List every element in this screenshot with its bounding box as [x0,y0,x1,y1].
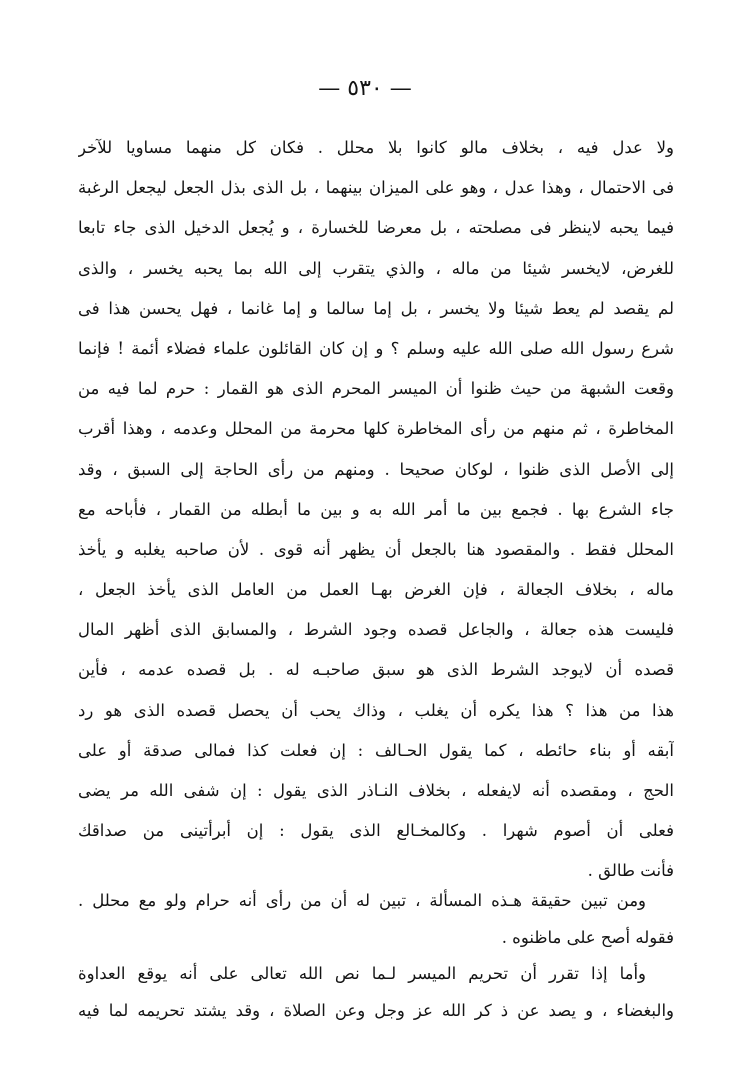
paragraph-1 [78,128,674,892]
text-line: شرع رسول الله صلى الله عليه وسلم ؟ و إن كان القائلون علماء فضلاء أئمة ! فإنما [78,338,674,358]
text-line: فقوله أصح على ماظنوه . [501,928,674,947]
text-line: فى الاحتمال ، وهذا عدل ، وهو على الميزان بينهما ، بل الذى بذل الجعل ليجعل الرغبة [78,178,674,198]
text-line: قصده أن لايوجد الشرط الذى هو سبق صاحبـه له . بل قصده عدمه ، فأين [78,660,674,680]
paragraph-2 [78,882,674,956]
text-line: فأنت طالق . [587,861,674,881]
text-line: جاء الشرع بها . فجمع بين ما أمر الله به و بين ما أبطله من القمار ، فأباحه مع [78,499,674,519]
text-line: فعلى أن أصوم شهرا . وكالمخـالع الذى يقول : إن أبرأتينى من صداقك [78,821,674,841]
paragraph-3 [78,955,674,1029]
text-line: وأما إذا تقرر أن تحريم الميسر لـما نص الله تعالى على أنه يوقع العداوة [78,964,646,983]
text-line: ومن تبين حقيقة هـذه المسألة ، تبين له أن من رأى أنه حرام ولو مع محلل . [78,891,646,910]
text-line: والبغضاء ، و يصد عن ذ كر الله عز وجل وعن الصلاة ، وقد يشتد تحريمه لما فيه [78,1001,674,1020]
page-number: — ٥٣٠ — [318,76,412,101]
text-line: فليست هذه جعالة ، والجاعل قصده وجود الشرط ، والمسابق الذى أظهر المال [78,620,674,640]
text-line: هذا من هذا ؟ هذا يكره أن يغلب ، وذاك يحب أن يحصل قصده الذى هو رد [78,700,674,720]
text-line: الحج ، ومقصده أنه لايفعله ، بخلاف النـاذر الذى يقول : إن شفى الله مر يضى [78,781,674,800]
text-line: وقعت الشبهة من حيث ظنوا أن الميسر المحرم الذى هو القمار : حرم لما فيه من [78,379,674,399]
text-line: ماله ، بخلاف الجعالة ، فإن الغرض بهـا العمل من العامل الذى يأخذ الجعل ، [78,580,674,600]
text-line: إلى الأصل الذى ظنوا ، لوكان صحيحا . ومنهم من رأى الحاجة إلى السبق ، وقد [78,459,674,479]
text-line: لم يقصد لم يعط شيئا ولا يخسر ، بل إما سالما و إما غانما ، فهل يحسن هذا فى [78,298,674,318]
text-line: للغرض، لايخسر شيئا من ماله ، والذي يتقرب إلى الله بما يحبه يخسر ، والذى [78,258,674,278]
text-line: فيما يحبه لاينظر فى مصلحته ، بل معرضا للخسارة ، و يُجعل الدخيل الذى جاء تابعا [78,218,674,238]
text-line: المحلل فقط . والمقصود هنا بالجعل أن يظهر أنه قوى . لأن صاحبه يغلبه و يأخذ [78,539,674,559]
text-line: ولا عدل فيه ، بخلاف مالو كانوا بلا محلل . فكان كل منهما مساويا للآخر [78,138,674,157]
text-line: المخاطرة ، ثم منهم من رأى المخاطرة كلها محرمة من المحلل وعدمه ، وهذا أقرب [78,419,674,439]
text-line: آبقه أو بناء حائطه ، كما يقول الحـالف : إن فعلت كذا فمالى صدقة أو على [78,740,674,760]
